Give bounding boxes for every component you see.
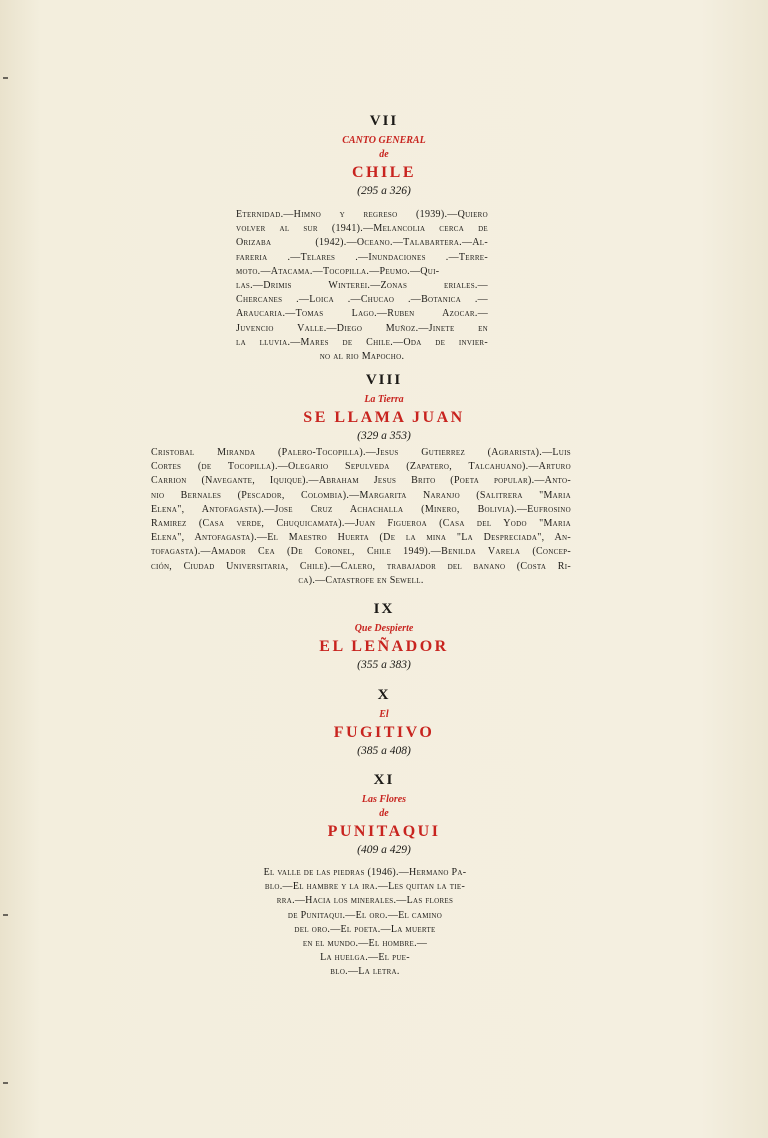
contents-line: La huelga.—El pue- <box>320 952 410 964</box>
page-range: (295 a 326) <box>357 185 411 197</box>
section-numeral: VII <box>369 113 399 129</box>
contents-line: blo.—La letra. <box>330 966 400 978</box>
contents-line: El valle de las piedras (1946).—Hermano Pa- <box>263 867 467 878</box>
contents-line: ca).—Catastrofe en Sewell. <box>298 574 424 586</box>
contents-line: nio Bernales (Pescador, Colombia).—Margarita Naranjo (Salitrera "Maria <box>151 489 571 501</box>
section-subtitle: Que Despierte <box>354 623 414 634</box>
contents-line: Carrion (Navegante, Iquique).—Abraham Jesus Brito (Poeta popular).—Anto- <box>151 475 571 487</box>
section-title: EL LEÑADOR <box>319 638 449 655</box>
contents-line: rra.—Hacia los minerales.—Las flores <box>276 895 454 907</box>
section-title: FUGITIVO <box>333 724 435 741</box>
contents-line: fareria .—Telares .—Inundaciones .—Terre- <box>236 251 488 263</box>
page-range: (409 a 429) <box>357 844 411 856</box>
page-range: (385 a 408) <box>357 745 411 757</box>
section-subtitle: de <box>379 808 389 819</box>
contents-line: Eternidad.—Himno y regreso (1939).—Quiero <box>236 209 488 220</box>
contents-line: moto.—Atacama.—Tocopilla.—Peumo.—Qui- <box>236 265 440 277</box>
section-title: PUNITAQUI <box>327 823 441 840</box>
section-subtitle: La Tierra <box>364 394 404 405</box>
contents-line: la lluvia.—Mares de Chile.—Oda de invier- <box>236 336 488 348</box>
contents-line: Elena", Antofagasta).—El Maestro Huerta (De la mina "La Despreciada", An- <box>151 532 571 544</box>
contents-line: Elena", Antofagasta).—Jose Cruz Achachalla (Minero, Bolivia).—Eufrosino <box>151 503 571 515</box>
contents-line: ción, Ciudad Universitaria, Chile).—Calero, trabajador del banano (Costa Ri- <box>151 560 571 572</box>
section-vii-contents <box>236 208 488 364</box>
contents-line: las.—Drimis Winterei.—Zonas eriales.— <box>236 280 488 292</box>
contents-line: volver al sur (1941).—Melancolia cerca de <box>236 223 488 235</box>
section-viii-contents <box>151 446 571 588</box>
section-numeral: XI <box>373 772 395 788</box>
edge-mark <box>3 1082 8 1084</box>
section-numeral: IX <box>373 601 395 617</box>
contents-line: Chercanes .—Loica .—Chucao .—Botanica .— <box>236 294 488 306</box>
contents-line: Araucaria.—Tomas Lago.—Ruben Azocar.— <box>236 308 488 320</box>
contents-line: del oro.—El poeta.—La muerte <box>294 923 436 935</box>
contents-line: Ramirez (Casa verde, Chuquicamata).—Juan Figueroa (Casa del Yodo "Maria <box>151 518 571 530</box>
contents-line: tofagasta).—Amador Cea (De Coronel, Chile 1949).—Benilda Varela (Concep- <box>151 546 571 558</box>
section-xi-contents <box>200 866 530 980</box>
contents-line: no al rio Mapocho. <box>319 351 405 363</box>
contents-line: de Punitaqui.—El oro.—El camino <box>287 909 443 921</box>
section-x-heading <box>0 687 768 759</box>
page-range: (329 a 353) <box>357 430 411 442</box>
contents-line: Cristobal Miranda (Palero-Tocopilla).—Jesus Gutierrez (Agrarista).—Luis <box>151 447 571 458</box>
section-title: SE LLAMA JUAN <box>303 409 465 426</box>
contents-line: Cortes (de Tocopilla).—Olegario Sepulveda (Zapatero, Talcahuano).—Arturo <box>151 461 571 473</box>
section-subtitle: El <box>379 709 389 720</box>
contents-line: blo.—El hambre y la ira.—Les quitan la tie- <box>264 881 466 893</box>
contents-line: en el mundo.—El hombre.— <box>302 938 428 950</box>
section-ix-heading <box>0 601 768 673</box>
section-subtitle: de <box>379 149 389 160</box>
section-xi-heading <box>0 772 768 858</box>
contents-line: Orizaba (1942).—Oceano.—Talabartera.—Al- <box>236 237 488 249</box>
section-numeral: VIII <box>365 372 403 388</box>
section-vii-heading <box>0 113 768 199</box>
section-subtitle: Las Flores <box>361 794 407 805</box>
edge-mark <box>3 77 8 79</box>
section-subtitle: CANTO GENERAL <box>342 135 426 146</box>
page-range: (355 a 383) <box>357 659 411 671</box>
section-numeral: X <box>377 687 391 703</box>
contents-line: Juvencio Valle.—Diego Muñoz.—Jinete en <box>236 322 488 334</box>
section-viii-heading <box>0 372 768 444</box>
section-title: CHILE <box>351 164 417 181</box>
edge-mark <box>3 914 8 916</box>
